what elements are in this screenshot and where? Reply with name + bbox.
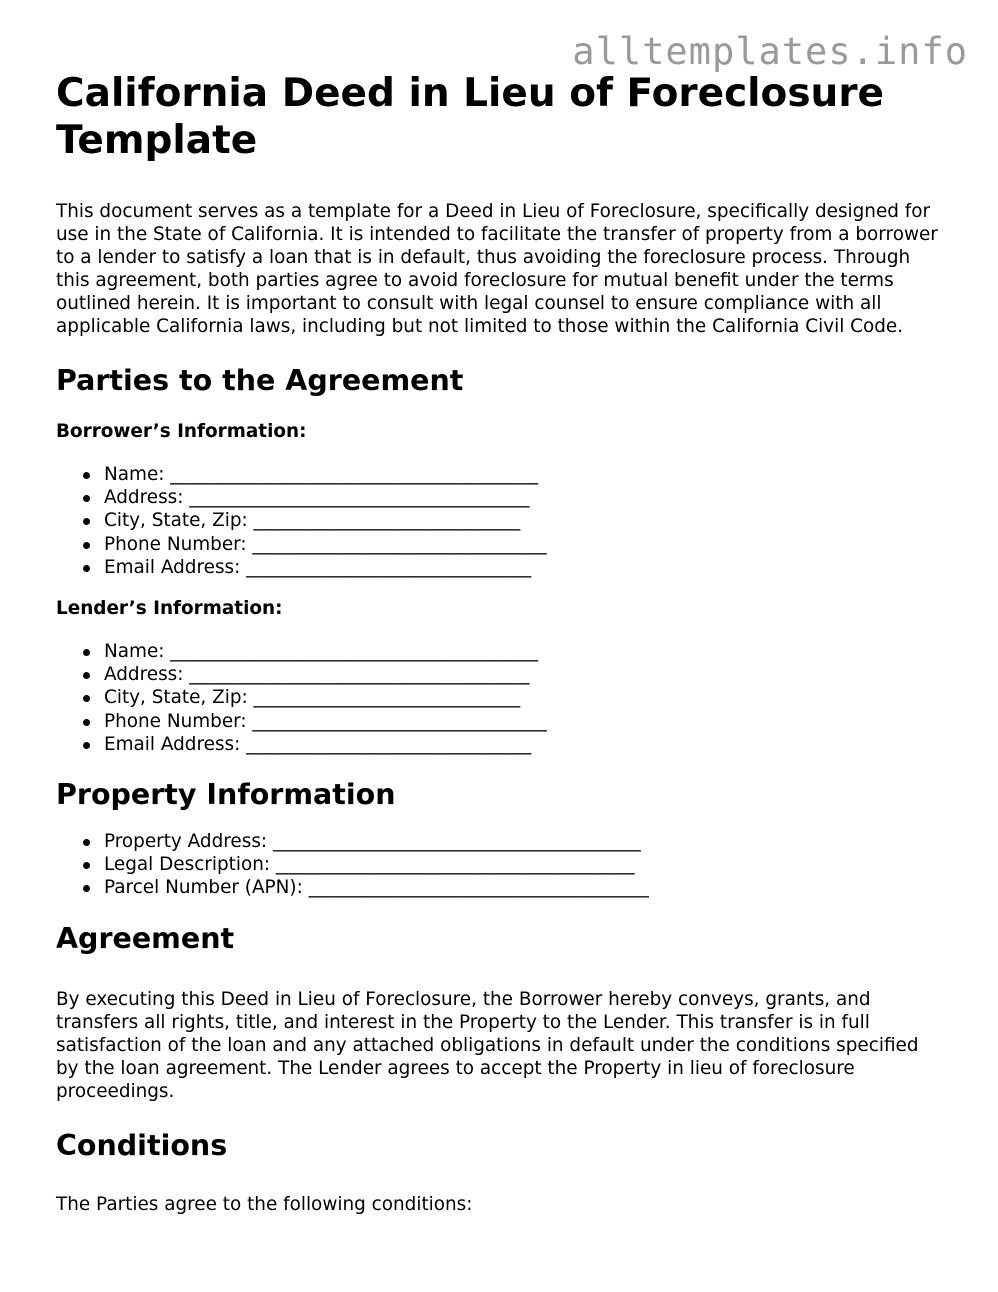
borrower-name-field: Name: ________________________________________ [104, 463, 946, 486]
document-title: California Deed in Lieu of Foreclosure Template [56, 71, 885, 163]
document-page [56, 70, 946, 1216]
property-fields-list [56, 830, 946, 900]
parties-heading: Parties to the Agreement [56, 364, 464, 397]
intro-paragraph: This document serves as a template for a Deed in Lieu of Foreclosure, specifically designed for use in the State of California. It is intended to facilitate the transfer of property from a borrower to a lender to satisfy a loan that is in default, thus avoiding the foreclosure process. Through this agreement, both parties agree to avoid foreclosure for mutual benefit under the terms outlined herein. It is important to consult with legal counsel to ensure compliance with all applicable California laws, including but not limited to those within the California Civil Code. [56, 201, 938, 337]
conditions-intro: The Parties agree to the following conditions: [56, 1193, 473, 1215]
lender-heading: Lender’s Information: [56, 598, 283, 620]
parcel-number-field: Parcel Number (APN): _____________________________________ [104, 876, 946, 899]
agreement-paragraph: By executing this Deed in Lieu of Foreclosure, the Borrower hereby conveys, grants, and transfers all rights, title, and interest in the Property to the Lender. This transfer is in full satisfaction of the loan and any attached obligations in default under the conditions specified by the loan agreement. The Lender agrees to accept the Property in lieu of foreclosure proceedings. [56, 988, 919, 1102]
borrower-email-field: Email Address: _______________________________ [104, 556, 946, 579]
borrower-heading: Borrower’s Information: [56, 421, 307, 442]
legal-description-field: Legal Description: _______________________________________ [104, 853, 946, 876]
lender-email-field: Email Address: _______________________________ [104, 733, 946, 756]
agreement-heading: Agreement [56, 921, 235, 955]
property-address-field: Property Address: ________________________________________ [104, 830, 946, 853]
borrower-address-field: Address: _____________________________________ [104, 486, 946, 509]
borrower-city-state-zip-field: City, State, Zip: _____________________________ [104, 509, 946, 532]
lender-city-state-zip-field: City, State, Zip: _____________________________ [104, 686, 946, 709]
property-heading: Property Information [56, 778, 396, 812]
watermark: alltemplates.info [572, 30, 968, 73]
lender-fields-list [56, 640, 946, 756]
conditions-heading: Conditions [56, 1128, 228, 1162]
borrower-phone-field: Phone Number: ________________________________ [104, 533, 946, 556]
lender-name-field: Name: ________________________________________ [104, 640, 946, 663]
borrower-fields-list [56, 463, 946, 579]
lender-phone-field: Phone Number: ________________________________ [104, 710, 946, 733]
lender-address-field: Address: _____________________________________ [104, 663, 946, 686]
